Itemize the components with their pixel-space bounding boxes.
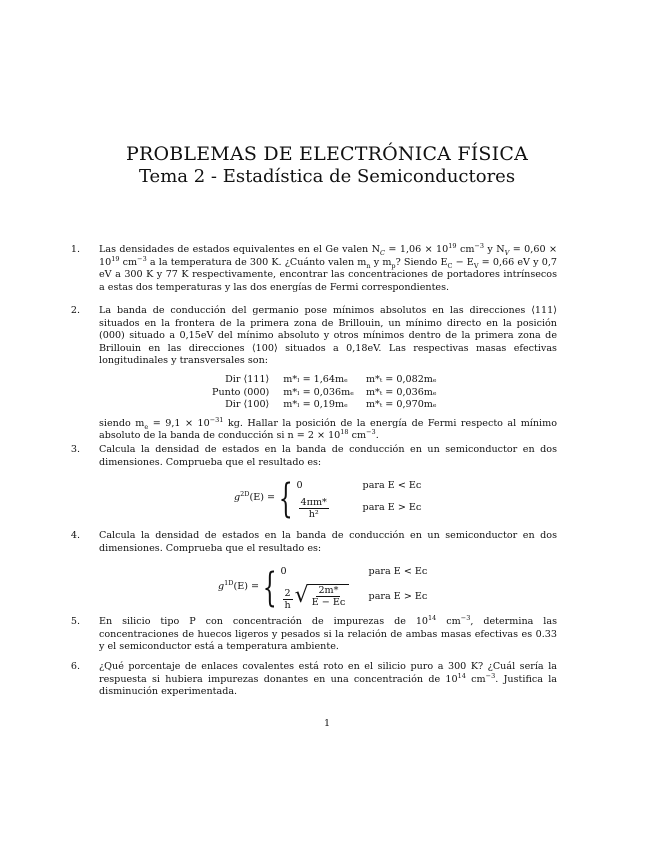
density-of-states-2d-equation: $g^{2D}(E)$ = { 0 para E < Eᴄ $\frac{4\pi m*}{\text{h²}}$ para E > Eᴄ: [234, 475, 422, 522]
document-subtitle: Tema 2 - Estadística de Semiconductores: [138, 166, 516, 187]
problem-text: Las densidades de estados equivalentes en el Ge valen $N_C = 1,06 \times 10^{19}$ $cm^{-3}$ y $N_V = 0,60 \times 10^{19}$ $cm^{-3}$ a la temperatura de 300 K. ¿Cuánto valen $m_n$ y $m_p$? Siendo $E_C - E_V = 0,66$ eV y 0,7 eV a 300 K y 77 K respectivamente, encontrar las concentraciones de portadores intrínsecos a estas dos temperaturas y las dos energías de Fermi correspondientes.: [99, 241, 557, 293]
problem-text: ¿Qué porcentaje de enlaces covalentes está roto en el silicio puro a 300 K? ¿Cuál sería la respuesta si hubiera impurezas donantes en una concentración de $10^{14}$ $cm^{-3}$. Justifica la disminución experimentada.: [99, 661, 557, 698]
problem-text-tail: siendo $m_e = 9,1 \times 10^{-31}$ kg. Hallar la posición de la energía de Fermi respecto al mínimo absoluto de la banda de conducción si $n = 2 \times 10^{18}$ $cm^{-3}$.: [99, 415, 557, 442]
problem-5: [70, 613, 557, 654]
problem-3: [70, 444, 557, 522]
density-of-states-1d-equation: $g^{1D}(E)$ = { 0 para E < Eᴄ $\frac{2}{h}$ √ $\frac{2m*}{\text{E − Eᴄ}}$ para E > Eᴄ: [218, 564, 428, 611]
problem-6: [70, 661, 557, 699]
problem-number: 5.: [70, 616, 80, 627]
table-row: Dir ⟨100⟩ m*ₗ = 0,19mₑ m*ₜ = 0,970mₑ: [225, 399, 437, 411]
problem-text: Calcula la densidad de estados en la banda de conducción en un semiconductor en dos dimensiones. Comprueba que el resultado es:: [99, 444, 557, 468]
table-row: Dir ⟨111⟩ m*ₗ = 1,64mₑ m*ₜ = 0,082mₑ: [225, 373, 437, 385]
problem-1: [70, 241, 557, 294]
problem-number: 6.: [70, 661, 80, 672]
problem-2: [70, 305, 557, 443]
effective-mass-table: [212, 374, 557, 412]
problem-number: 1.: [70, 244, 80, 255]
problem-4: [70, 530, 557, 612]
problem-text: Calcula la densidad de estados en la banda de conducción en un semiconductor en dos dimensiones. Comprueba que el resultado es:: [99, 530, 557, 554]
problem-number: 3.: [70, 444, 80, 455]
problem-number: 4.: [70, 530, 80, 541]
problem-text: La banda de conducción del germanio pose mínimos absolutos en las direcciones ⟨111⟩ situados en la frontera de la primera zona de Brillouin, un mínimo directo en la posición (000) situado a 0,15eV del mínimo absoluto y otros mínimos dentro de la primera zona de Brillouin en las direcciones ⟨100⟩ situados a 0,18eV. Las respectivas masas efectivas longitudinales y transversales son:: [99, 305, 557, 367]
problem-text: En silicio tipo P con concentración de impurezas de $10^{14}$ $cm^{-3}$, determina las concentraciones de huecos ligeros y pesados si la relación de ambas masas efectivas es 0.33 y el semiconductor está a temperatura ambiente.: [99, 613, 557, 653]
table-row: Punto (000) m*ₗ = 0,036mₑ m*ₜ = 0,036mₑ: [212, 386, 437, 398]
document-title: PROBLEMAS DE ELECTRÓNICA FÍSICA: [125, 143, 529, 165]
problem-number: 2.: [70, 305, 80, 316]
page-number: 1: [323, 718, 331, 729]
